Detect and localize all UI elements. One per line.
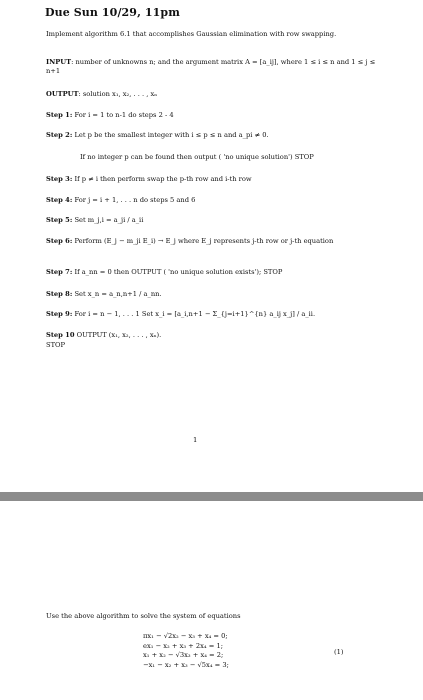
- document-page-2: [0, 501, 423, 700]
- step-text: STOP: [46, 341, 66, 349]
- page-number: 1: [193, 436, 198, 444]
- step-label: Step 8:: [46, 290, 73, 298]
- output-description: : solution x₁, x₂, . . . , xₙ: [78, 90, 158, 98]
- input-description: : number of unknowns n; and the argument matrix A = [a_ij], where 1 ≤ i ≤ n and 1 ≤ j ≤ n+1: [46, 58, 376, 75]
- step-text: For i = 1 to n-1 do steps 2 - 4: [74, 111, 174, 119]
- equation-system: [143, 632, 303, 670]
- step-label: Step 2:: [46, 131, 73, 139]
- step-4: [46, 196, 376, 205]
- step-label: Step 4:: [46, 196, 73, 204]
- step-text: For i = n − 1, . . . 1 Set x_i = [a_i,n+1 − Σ_{j=i+1}^{n} a_ij x_j] / a_ii.: [74, 310, 316, 318]
- step-2: [46, 131, 376, 140]
- output-spec: [46, 90, 376, 99]
- input-spec: [46, 58, 376, 76]
- step-1: [46, 111, 376, 120]
- step-10: [46, 331, 376, 340]
- page-separator: [0, 492, 423, 501]
- step-label: Step 1:: [46, 111, 73, 119]
- step-text: For j = i + 1, . . . n do steps 5 and 6: [74, 196, 196, 204]
- step-9: [46, 310, 376, 319]
- step-text: If a_nn = 0 then OUTPUT ( 'no unique solution exists'); STOP: [74, 268, 283, 276]
- stop-line: [46, 341, 376, 350]
- equation-row: πx₁ − √2x₂ − x₃ + x₄ = 0;: [143, 632, 228, 640]
- step-8: [46, 290, 376, 299]
- step-text: Perform (E_j − m_ji E_i) → E_j where E_j represents j-th row or j-th equation: [74, 237, 334, 245]
- step-6: [46, 237, 376, 246]
- step-7: [46, 268, 376, 277]
- step-text: If no integer p can be found then output ( 'no unique solution') STOP: [80, 153, 314, 161]
- equation-row: −x₁ − x₂ + x₃ − √5x₄ = 3;: [143, 660, 229, 669]
- step-text: If p ≠ i then perform swap the p-th row and i-th row: [74, 175, 252, 183]
- step-text: Let p be the smallest integer with i ≤ p ≤ n and a_pi ≠ 0.: [74, 131, 269, 139]
- step-label: Step 3:: [46, 175, 73, 183]
- intro-text: [46, 30, 376, 39]
- instruction-text: Use the above algorithm to solve the system of equations: [46, 612, 241, 620]
- step-2-continuation: [80, 153, 390, 162]
- intro-paragraph: Implement algorithm 6.1 that accomplishes Gaussian elimination with row swapping.: [46, 30, 337, 38]
- step-label: Step 6:: [46, 237, 73, 245]
- step-text: OUTPUT (x₁, x₂, . . . , xₙ).: [76, 331, 162, 339]
- step-3: [46, 175, 376, 184]
- page-title: Due Sun 10/29, 11pm: [45, 6, 180, 19]
- equation-row: ex₁ − x₂ + x₃ + 2x₄ = 1;: [143, 641, 223, 650]
- step-5: [46, 216, 376, 225]
- step-label: Step 10: [46, 331, 75, 339]
- step-label: Step 7:: [46, 268, 73, 276]
- input-label: INPUT: [46, 58, 72, 66]
- step-label: Step 5:: [46, 216, 73, 224]
- equation-number: (1): [334, 648, 344, 656]
- equation-row: x₁ + x₂ − √3x₃ + x₄ = 2;: [143, 651, 224, 659]
- step-label: Step 9:: [46, 310, 73, 318]
- step-text: Set x_n = a_n,n+1 / a_nn.: [74, 290, 162, 298]
- step-text: Set m_j,i = a_ji / a_ii: [74, 216, 144, 224]
- output-label: OUTPUT: [46, 90, 79, 98]
